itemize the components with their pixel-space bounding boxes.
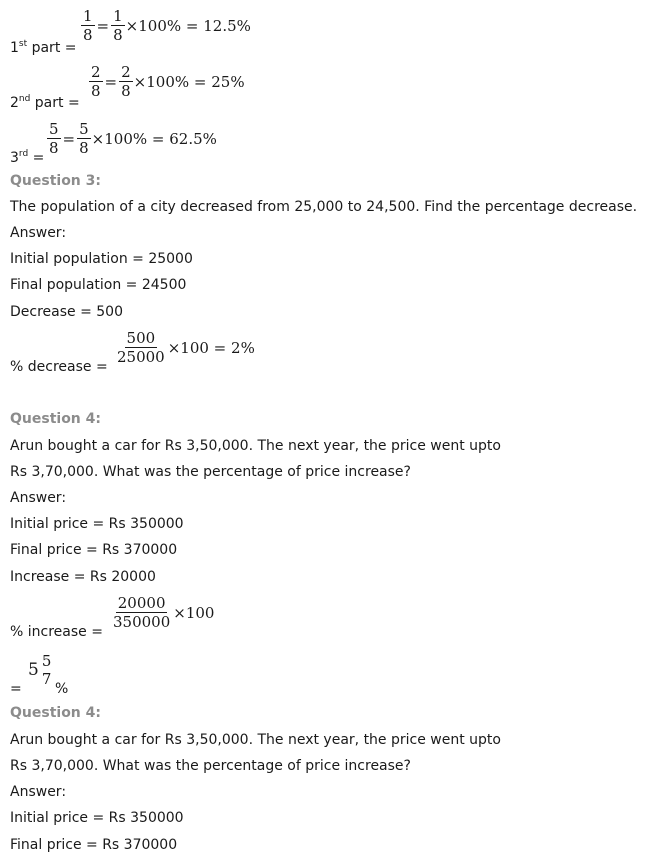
part1-formula: $\frac{1}{8}$ = $\frac{1}{8}$ ×100% = 12.5% bbox=[83, 7, 251, 44]
q4b-line1: Initial price = Rs 350000 bbox=[10, 810, 184, 826]
q3-formula: $\frac{500}{25000}$ ×100 = 2% bbox=[117, 329, 255, 366]
q3-calc-label: % decrease = bbox=[10, 359, 108, 375]
part3-formula: $\frac{5}{8}$ = $\frac{5}{8}$ ×100% = 62.5% bbox=[49, 120, 217, 157]
q3-line1: Initial population = 25000 bbox=[10, 251, 193, 267]
q4a-result-equals: = bbox=[10, 681, 22, 697]
q3-line2: Final population = 24500 bbox=[10, 277, 187, 293]
q4a-heading: Question 4: bbox=[10, 411, 101, 427]
q4b-heading: Question 4: bbox=[10, 705, 101, 721]
q4b-answer-label: Answer: bbox=[10, 784, 67, 800]
q4a-line2: Final price = Rs 370000 bbox=[10, 542, 178, 558]
q3-heading: Question 3: bbox=[10, 173, 101, 189]
q4a-formula: $\frac{20000}{350000}$ ×100 bbox=[113, 594, 215, 631]
q4b-line2: Final price = Rs 370000 bbox=[10, 837, 178, 853]
q3-line3: Decrease = 500 bbox=[10, 304, 123, 320]
q4a-line1: Initial price = Rs 350000 bbox=[10, 516, 184, 532]
q4a-calc-label: % increase = bbox=[10, 624, 103, 640]
q4a-question-line1: Arun bought a car for Rs 3,50,000. The next year, the price went upto bbox=[10, 438, 501, 454]
part3-label: 3rd = bbox=[10, 149, 45, 166]
q4a-result-unit: % bbox=[55, 681, 69, 697]
q3-question: The population of a city decreased from 25,000 to 24,500. Find the percentage decrease. bbox=[10, 199, 638, 215]
q4a-line3: Increase = Rs 20000 bbox=[10, 569, 156, 585]
part2-label: 2nd part = bbox=[10, 94, 80, 111]
q4b-question-line1: Arun bought a car for Rs 3,50,000. The next year, the price went upto bbox=[10, 732, 501, 748]
part1-label: 1st part = bbox=[10, 39, 77, 56]
q4a-result: 5 5 7 bbox=[28, 652, 52, 688]
q4b-question-line2: Rs 3,70,000. What was the percentage of price increase? bbox=[10, 758, 411, 774]
q4a-question-line2: Rs 3,70,000. What was the percentage of price increase? bbox=[10, 464, 411, 480]
q3-answer-label: Answer: bbox=[10, 225, 67, 241]
part2-formula: $\frac{2}{8}$ = $\frac{2}{8}$ ×100% = 25% bbox=[91, 63, 245, 100]
q4a-answer-label: Answer: bbox=[10, 490, 67, 506]
